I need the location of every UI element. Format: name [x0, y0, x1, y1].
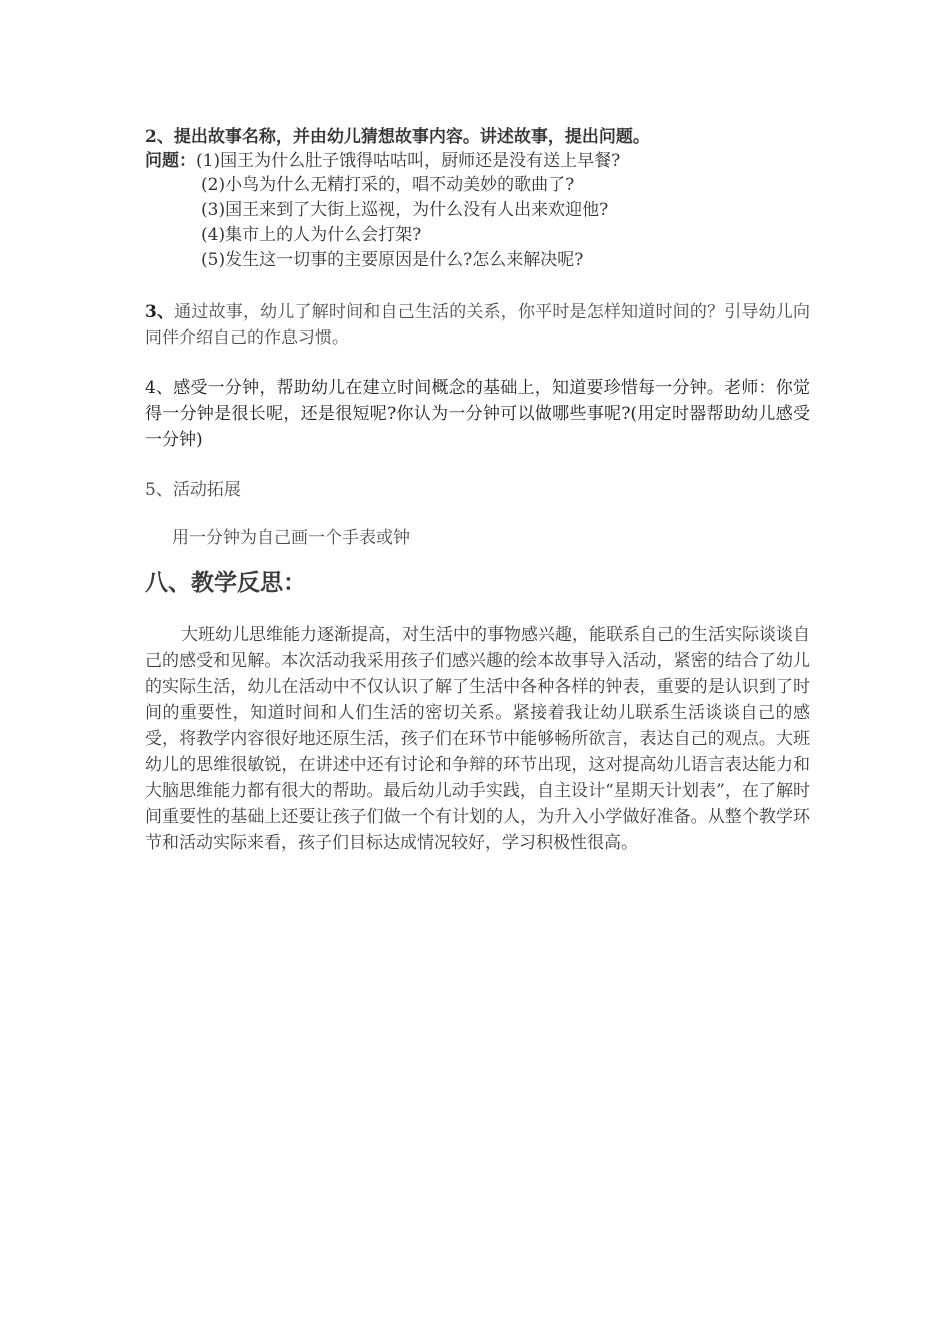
section-5-text: 用一分钟为自己画一个手表或钟 [172, 528, 410, 548]
section-2-heading: 2、提出故事名称，并由幼儿猜想故事内容。讲述故事，提出问题。 [145, 127, 650, 147]
question-5: (5)发生这一切事的主要原因是什么?怎么来解决呢? [201, 250, 584, 270]
questions-label: 问题： [145, 151, 196, 171]
section-3-paragraph [145, 299, 810, 351]
question-4: (4)集市上的人为什么会打架? [201, 225, 422, 245]
reflection-paragraph: 大班幼儿思维能力逐渐提高，对生活中的事物感兴趣，能联系自己的生活实际谈谈自己的感受和见解。本次活动我采用孩子们感兴趣的绘本故事导入活动，紧密的结合了幼儿的实际生活，幼儿在活动中不仅认识了解了生活中各种各样的钟表，重要的是认识到了时间的重要性，知道时间和人们生活的密切关系。紧接着我让幼儿联系生活谈谈自己的感受，将教学内容很好地还原生活，孩子们在环节中能够畅所欲言，表达自己的观点。大班幼儿的思维很敏锐，在讲述中还有讨论和争辩的环节出现，这对提高幼儿语言表达能力和大脑思维能力都有很大的帮助。最后幼儿动手实践，自主设计“星期天计划表”，在了解时间重要性的基础上还要让孩子们做一个有计划的人，为升入小学做好准备。从整个教学环节和活动实际来看，孩子们目标达成情况较好，学习积极性很高。 [145, 625, 810, 853]
question-1-line [145, 149, 620, 173]
section-3-number: 3、 [145, 302, 175, 322]
section-3-text: 通过故事，幼儿了解时间和自己生活的关系，你平时是怎样知道时间的？引导幼儿向同伴介绍自己的作息习惯。 [145, 302, 810, 348]
section-5-title: 5、活动拓展 [145, 480, 241, 500]
section-4-paragraph: 4、感受一分钟，帮助幼儿在建立时间概念的基础上，知道要珍惜每一分钟。老师：你觉得一分钟是很长呢，还是很短呢?你认为一分钟可以做哪些事呢?(用定时器帮助幼儿感受一分钟) [145, 378, 810, 450]
question-1: (1)国王为什么肚子饿得咕咕叫，厨师还是没有送上早餐? [196, 151, 621, 171]
question-3: (3)国王来到了大街上巡视，为什么没有人出来欢迎他? [201, 200, 609, 220]
reflection-heading: 八、教学反思： [145, 570, 306, 596]
question-2: (2)小鸟为什么无精打采的，唱不动美妙的歌曲了? [201, 175, 575, 195]
